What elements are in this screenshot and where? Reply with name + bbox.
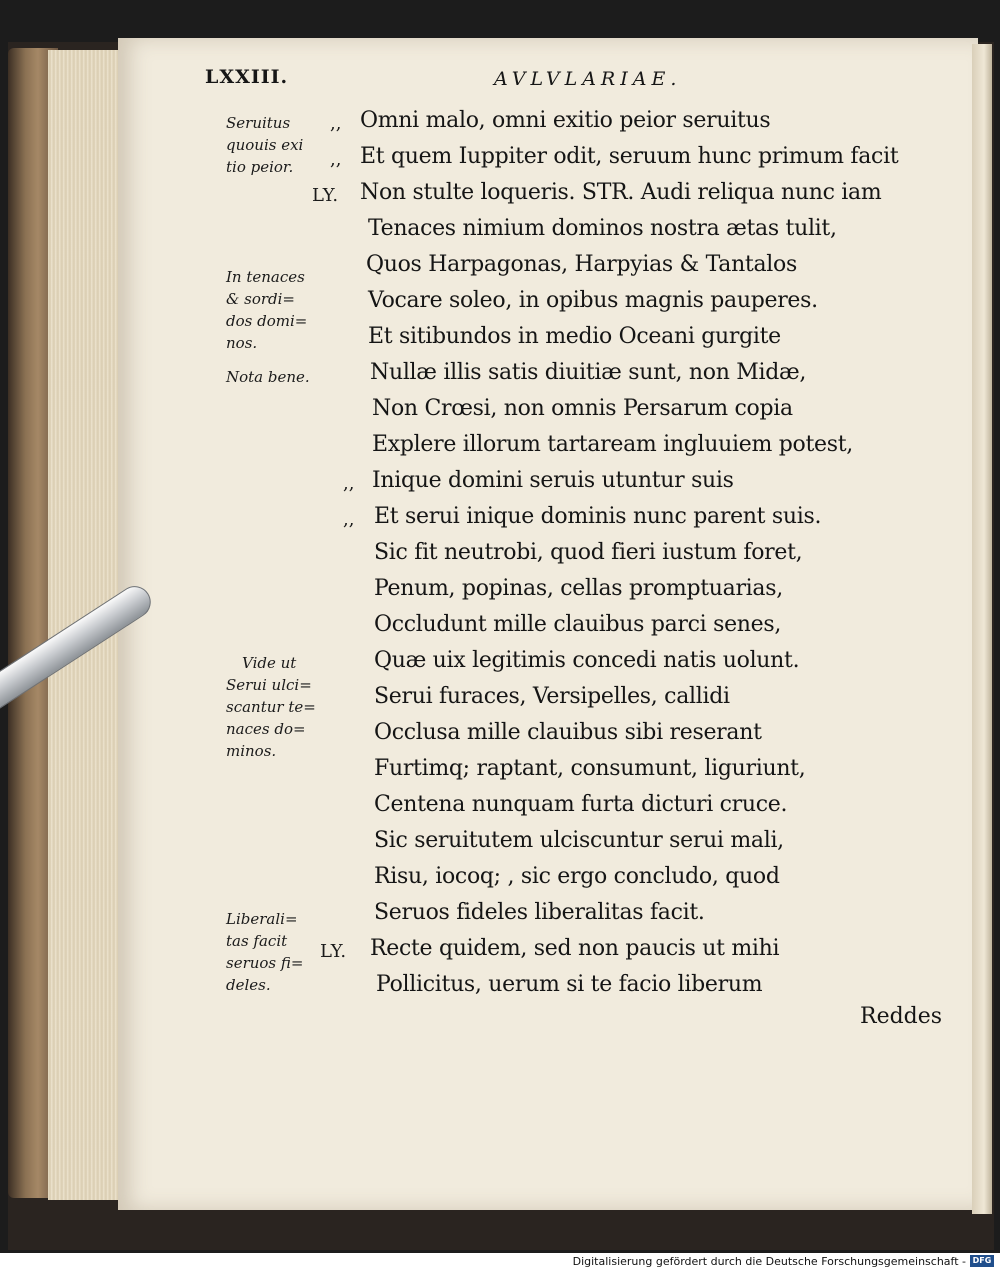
note-line: In tenaces	[226, 268, 305, 286]
footer-credit: Digitalisierung gefördert durch die Deutsche Forschungsgemeinschaft -	[572, 1255, 966, 1268]
quotation-mark: ,,	[330, 149, 342, 170]
verse-line	[0, 792, 1000, 826]
verse-line	[0, 828, 1000, 862]
verse-line	[0, 936, 1000, 970]
verse-text: Omni malo, omni exitio peior seruitus	[360, 108, 771, 133]
note-line: Nota bene.	[226, 368, 310, 386]
note-line: Seruitus	[226, 114, 291, 132]
note-line: deles.	[226, 976, 271, 994]
folio-number: LXXIII.	[205, 66, 289, 88]
note-line: Serui ulci=	[226, 676, 312, 694]
verse-text: Occlusa mille clauibus sibi reserant	[374, 720, 762, 745]
verse-text: Non stulte loqueris. STR. Audi reliqua nunc iam	[360, 180, 882, 205]
verse-text: Pollicitus, uerum si te facio liberum	[376, 972, 763, 997]
verse-text: Quæ uix legitimis concedi natis uolunt.	[374, 648, 800, 673]
verse-text: Quos Harpagonas, Harpyias & Tantalos	[366, 252, 797, 277]
verse-text: Tenaces nimium dominos nostra ætas tulit,	[368, 216, 837, 241]
verse-line	[0, 324, 1000, 358]
note-line: Liberali=	[226, 910, 298, 928]
speaker-label: LY.	[312, 185, 339, 206]
verse-line	[0, 252, 1000, 286]
verse-text: Risu, iocoq; , sic ergo concludo, quod	[374, 864, 780, 889]
verse-line	[0, 360, 1000, 394]
note-line: Vide ut	[242, 654, 297, 672]
note-line: naces do=	[226, 720, 306, 738]
verse-line	[0, 216, 1000, 250]
verse-line	[0, 900, 1000, 934]
note-line: & sordi=	[226, 290, 295, 308]
verse-text: Non Crœsi, non omnis Persarum copia	[372, 396, 793, 421]
verse-text: Sic fit neutrobi, quod fieri iustum foret,	[374, 540, 803, 565]
verse-line	[0, 504, 1000, 538]
note-line: seruos fi=	[226, 954, 304, 972]
note-line: nos.	[226, 334, 258, 352]
verse-line	[0, 180, 1000, 214]
verse-text: Seruos fideles liberalitas facit.	[374, 900, 705, 925]
note-line: scantur te=	[226, 698, 316, 716]
verse-text: Explere illorum tartaream ingluuiem potest,	[372, 432, 853, 457]
verse-text: Penum, popinas, cellas promptuarias,	[374, 576, 783, 601]
verse-text: Et sitibundos in medio Oceani gurgite	[368, 324, 781, 349]
quotation-mark: ,,	[330, 113, 342, 134]
verse-text: Et quem Iuppiter odit, seruum hunc primum facit	[360, 144, 899, 169]
verse-line	[0, 648, 1000, 682]
marginal-note-liberalitas	[226, 908, 336, 996]
verse-line	[0, 972, 1000, 1006]
marginal-note-vide-ut	[226, 652, 336, 762]
verse-text: Serui furaces, Versipelles, callidi	[374, 684, 730, 709]
speaker-label: LY.	[320, 941, 347, 962]
marginal-note-nota-bene	[226, 366, 336, 388]
quotation-mark: ,,	[343, 473, 355, 494]
note-line: dos domi=	[226, 312, 308, 330]
note-line: tio peior.	[226, 158, 294, 176]
dfg-logo: DFG	[970, 1255, 994, 1267]
verse-text: Vocare soleo, in opibus magnis pauperes.	[368, 288, 818, 313]
verse-text: Centena nunquam furta dicturi cruce.	[374, 792, 788, 817]
verse-line	[0, 684, 1000, 718]
quotation-mark: ,,	[343, 509, 355, 530]
verse-text: Nullæ illis satis diuitiæ sunt, non Midæ,	[370, 360, 807, 385]
verse-line	[0, 144, 1000, 178]
verse-line	[0, 468, 1000, 502]
note-line: quouis exi	[226, 136, 304, 154]
verse-line	[0, 396, 1000, 430]
verse-text: Inique domini seruis utuntur suis	[372, 468, 734, 493]
verse-line	[0, 432, 1000, 466]
verse-line	[0, 540, 1000, 574]
verse-text: Et serui inique dominis nunc parent suis.	[374, 504, 822, 529]
note-line: minos.	[226, 742, 277, 760]
verse-text: Furtimq; raptant, consumunt, liguriunt,	[374, 756, 806, 781]
verse-line	[0, 756, 1000, 790]
verse-text: Occludunt mille clauibus parci senes,	[374, 612, 782, 637]
verse-text: Recte quidem, sed non paucis ut mihi	[370, 936, 780, 961]
catchword: Reddes	[860, 1004, 943, 1029]
verse-line	[0, 864, 1000, 898]
verse-line	[0, 720, 1000, 754]
running-head: AVLVLARIAE.	[494, 68, 682, 90]
verse-text: Sic seruitutem ulciscuntur serui mali,	[374, 828, 784, 853]
verse-line	[0, 108, 1000, 142]
verse-line	[0, 288, 1000, 322]
marginal-note-tenaces	[226, 266, 336, 354]
note-line: tas facit	[226, 932, 288, 950]
marginal-note-seruitus	[226, 112, 336, 178]
